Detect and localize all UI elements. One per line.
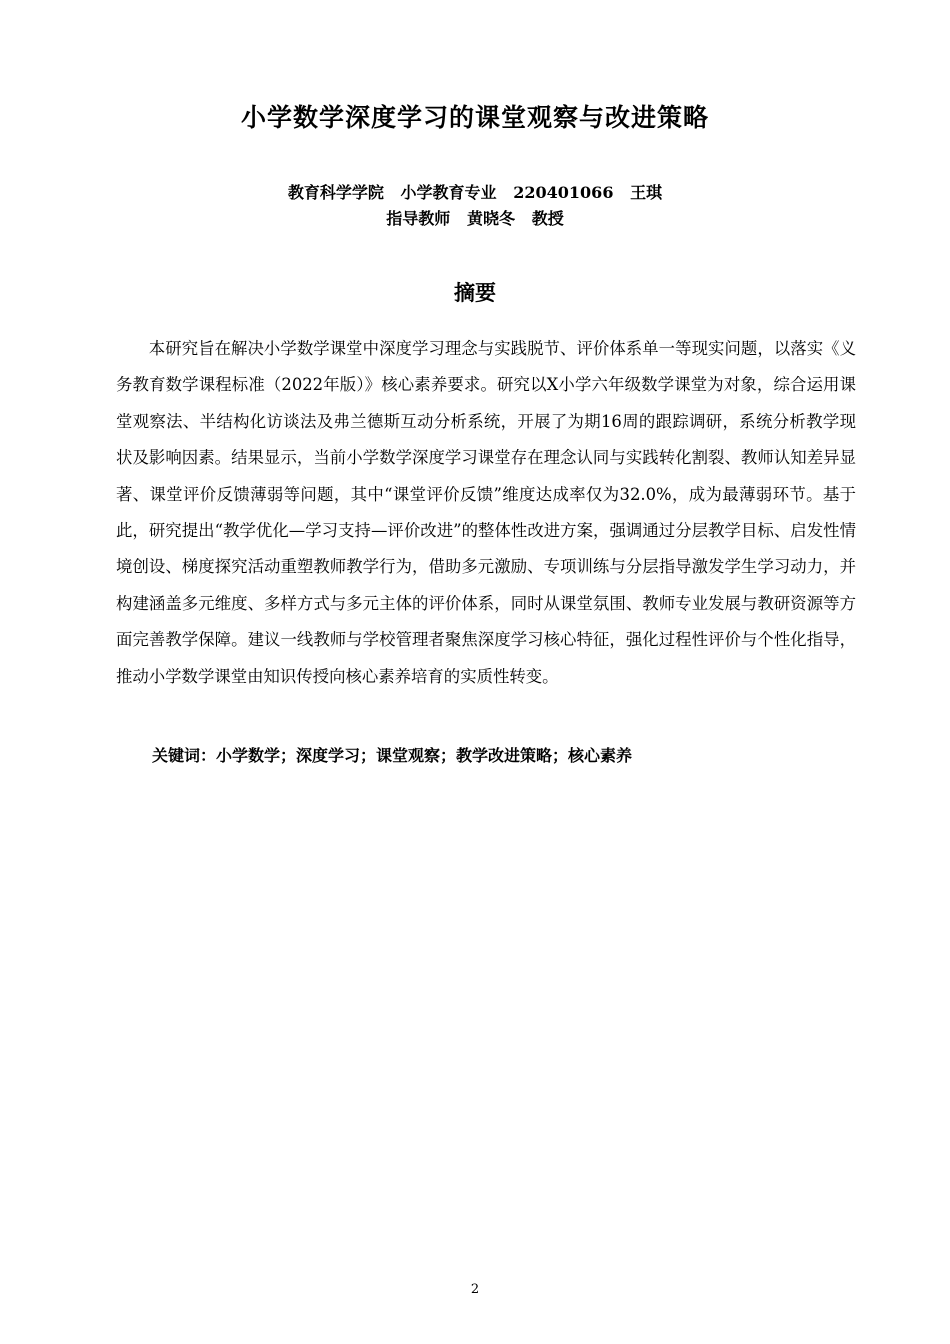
paper-title: 小学数学深度学习的课堂观察与改进策略 — [240, 103, 709, 132]
author-info: 教育科学学院 小学教育专业 220401066 王琪 — [287, 183, 663, 202]
abstract-body: 本研究旨在解决小学数学课堂中深度学习理念与实践脱节、评价体系单一等现实问题，以落实《义务教育数学课程标准（2022年版）》核心素养要求。研究以X小学六年级数学课堂为对象，综合运用课堂观察法、半结构化访谈法及弗兰德斯互动分析系统，开展了为期16周的跟踪调研，系统分析教学现状及影响因素。结果显示，当前小学数学深度学习课堂存在理念认同与实践转化割裂、教师认知差异显著、课堂评价反馈薄弱等问题，其中“课堂评价反馈”维度达成率仅为32.0%，成为最薄弱环节。基于此，研究提出“教学优化—学习支持—评价改进”的整体性改进方案，强调通过分层教学目标、启发性情境创设、梯度探究活动重塑教师教学行为，借助多元激励、专项训练与分层指导激发学生学习动力，并构建涵盖多元维度、多样方式与多元主体的评价体系，同时从课堂氛围、教师专业发展与教研资源等方面完善教学保障。建议一线教师与学校管理者聚焦深度学习核心特征，强化过程性评价与个性化指导，推动小学数学课堂由知识传授向核心素养培育的实质性转变。 — [116, 339, 856, 686]
keywords-line: 关键词：小学数学；深度学习；课堂观察；教学改进策略；核心素养 — [152, 746, 633, 765]
advisor-info: 指导教师 黄晓冬 教授 — [386, 209, 564, 228]
page-number: 2 — [470, 1282, 480, 1297]
abstract-heading: 摘要 — [454, 281, 496, 305]
